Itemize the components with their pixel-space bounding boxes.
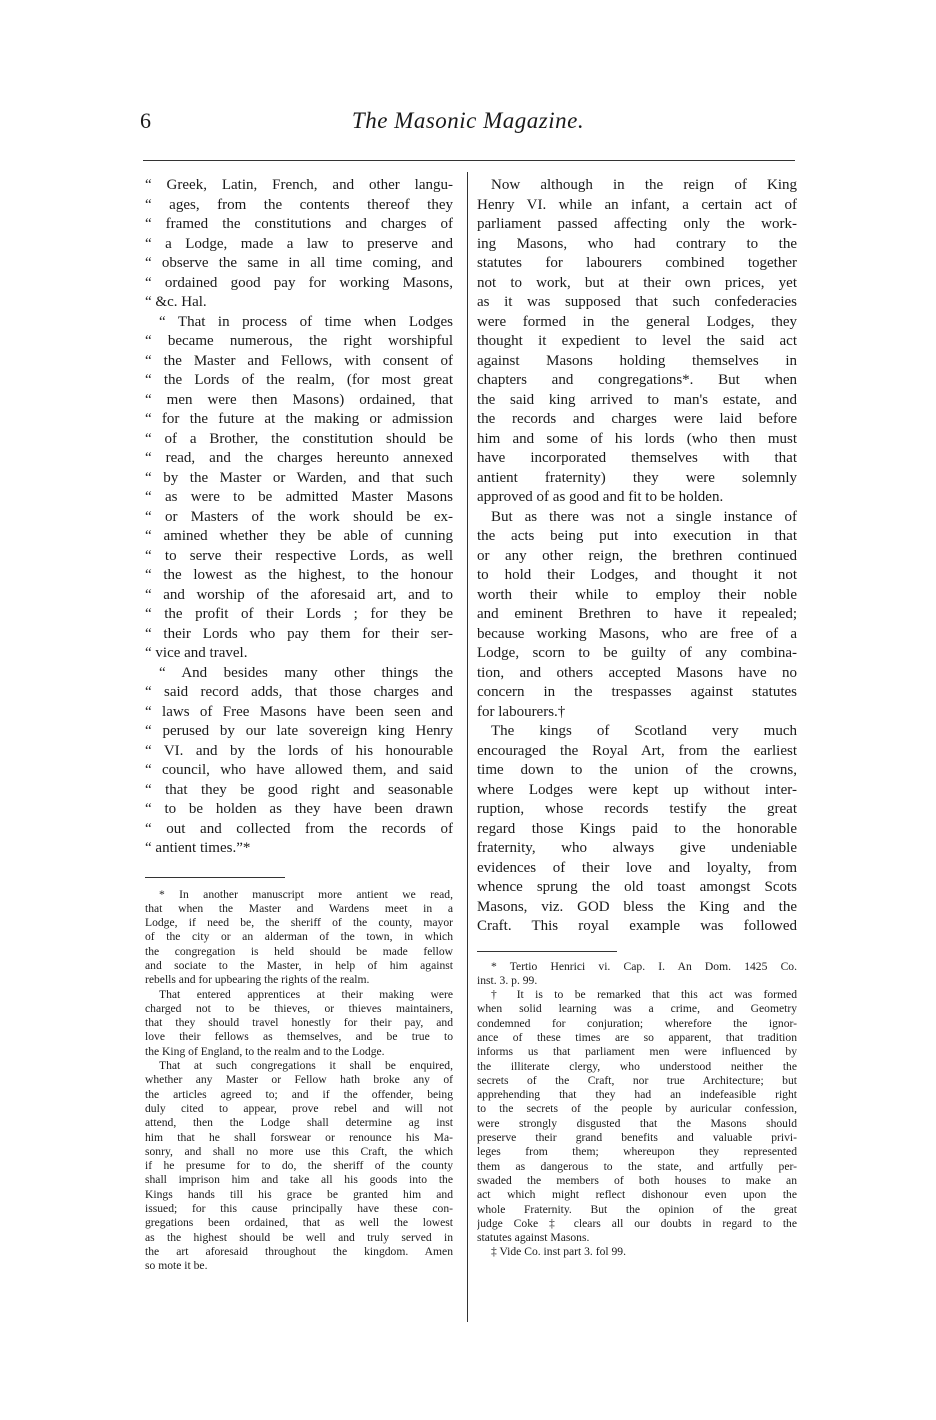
- text-line: “ And besides many other things the: [159, 664, 453, 681]
- footnote-line: leges from them; whereupon they represented: [477, 1145, 797, 1159]
- footnote-line: were strongly disgusted that the Masons should: [477, 1116, 797, 1130]
- page-number: 6: [140, 108, 151, 133]
- text-line: “ men were then Masons) ordained, that: [145, 391, 453, 408]
- text-line: or any other reign, the brethren continued: [477, 547, 797, 564]
- left-column-body: [145, 176, 453, 859]
- footnote-line: secrets of the Craft, nor true Architecture; but: [477, 1073, 797, 1087]
- text-line: him and some of his lords (who then must: [477, 430, 797, 447]
- footnote-line: duly cited to appear, prove rebel and will not: [145, 1101, 453, 1115]
- footnote-line: to the secrets of the people by auricular confession,: [477, 1102, 797, 1116]
- footnote-line: † It is to be remarked that this act was formed: [491, 988, 797, 1002]
- footnote-line: so mote it be.: [145, 1259, 208, 1273]
- text-line: fraternity, who always give undeniable: [477, 840, 797, 856]
- footnote-line: That entered apprentices at their making were: [159, 987, 453, 1001]
- text-line: to hold their Lodges, and thought it not: [477, 567, 797, 583]
- footnote-line: preserve their grand benefits and valuable privi-: [477, 1131, 797, 1145]
- text-line: “ a Lodge, made a law to preserve and: [145, 235, 453, 252]
- text-line: “ vice and travel.: [145, 645, 248, 661]
- text-line: for labourers.†: [477, 703, 566, 720]
- footnote-line: and sociate to the Master, in help of him against: [145, 958, 453, 972]
- right-footnotes: [477, 960, 797, 1260]
- footnote-line: ance of these times are so apparent, that tradition: [477, 1030, 797, 1044]
- text-line: “ Greek, Latin, French, and other langu-: [145, 177, 453, 193]
- text-line: approved of as good and fit to be holden.: [477, 489, 724, 505]
- left-footnotes: [145, 888, 453, 1274]
- text-line: as it was supposed that such confederacies: [477, 294, 797, 310]
- footnote-line: if he presume for to do, the sheriff of the county: [145, 1159, 453, 1173]
- footnote-line: Kings hands till his grace be granted him and: [145, 1187, 453, 1201]
- text-line: But as there was not a single instance of: [491, 508, 797, 525]
- text-line: “ council, who have allowed them, and said: [145, 762, 453, 778]
- page-header: [0, 108, 936, 148]
- text-line: “ ages, from the contents thereof they: [145, 196, 453, 213]
- text-line: “ ordained good pay for working Masons,: [145, 274, 453, 291]
- footnote-line: act which might reflect dishonour even upon the: [477, 1188, 797, 1202]
- magazine-title: The Masonic Magazine.: [351, 108, 585, 133]
- text-line: the said king arrived to man's estate, and: [477, 391, 797, 408]
- text-line: Lodge, scorn to be guilty of any combina-: [477, 645, 797, 661]
- footnote-rule: [477, 951, 617, 952]
- right-column: [477, 176, 797, 1260]
- footnote-line: gregations been ordained, that as well the lowest: [145, 1216, 453, 1230]
- header-rule: [143, 160, 795, 161]
- right-column-body: [477, 176, 797, 937]
- text-line: “ their Lords who pay them for their ser-: [145, 625, 453, 642]
- text-line: parliament passed affecting only the work-: [477, 216, 797, 232]
- text-line: tion, and others accepted Masons have no: [477, 664, 797, 681]
- footnote-line: sonry, and shall no more use this Craft, the which: [145, 1144, 453, 1158]
- text-line: chapters and congregations*. But when: [477, 372, 797, 388]
- text-line: “ to be holden as they have been drawn: [145, 801, 453, 817]
- footnote-line: * Tertio Henrici vi. Cap. I. An Dom. 1425 Co.: [491, 959, 797, 973]
- text-line: whence sprung the old toast amongst Scots: [477, 879, 797, 895]
- text-line: “ That in process of time when Lodges: [159, 313, 453, 330]
- footnote-line: that they should travel honestly for their pay, and: [145, 1016, 453, 1030]
- footnote-line: statutes against Masons.: [477, 1231, 590, 1245]
- column-divider: [467, 172, 468, 1322]
- text-line: were formed in the general Lodges, they: [477, 313, 797, 330]
- text-line: antient fraternity) they were solemnly: [477, 469, 797, 486]
- footnote-line: whether any Master or Fellow hath broke any of: [145, 1073, 453, 1087]
- text-line: “ antient times.”*: [145, 840, 251, 856]
- text-line: “ laws of Free Masons have been seen and: [145, 703, 453, 720]
- text-line: Henry VI. while an infant, a certain act of: [477, 196, 797, 213]
- footnote-line: ‡ Vide Co. inst part 3. fol 99.: [491, 1245, 626, 1259]
- text-line: Now although in the reign of King: [491, 177, 797, 193]
- text-line: “ to serve their respective Lords, as well: [145, 547, 453, 564]
- text-line: “ out and collected from the records of: [145, 820, 453, 837]
- text-line: “ of a Brother, the constitution should be: [145, 430, 453, 447]
- text-line: “ framed the constitutions and charges of: [145, 216, 453, 232]
- footnote-line: Lodge, if need be, the sheriff of the county, mayor: [145, 916, 453, 930]
- footnote-line: as the highest should be well and truly served in: [145, 1230, 453, 1244]
- text-line: “ the Master and Fellows, with consent of: [145, 352, 453, 369]
- text-line: Craft. This royal example was followed: [477, 918, 797, 934]
- text-line: encouraged the Royal Art, from the earliest: [477, 742, 797, 759]
- text-line: ruption, whose records testify the great: [477, 801, 797, 817]
- footnote-line: the congregation is held should be made fellow: [145, 944, 453, 958]
- text-line: “ the lowest as the highest, to the honour: [145, 567, 453, 583]
- text-line: “ said record adds, that those charges and: [145, 684, 453, 700]
- left-column: [145, 176, 453, 1274]
- text-line: regard those Kings paid to the honorable: [477, 820, 797, 837]
- footnote-line: love their fellows as themselves, and be true to: [145, 1030, 453, 1044]
- text-line: “ amined whether they be able of cunning: [145, 528, 453, 544]
- text-line: “ by the Master or Warden, and that such: [145, 469, 453, 486]
- text-line: “ as were to be admitted Master Masons: [145, 489, 453, 505]
- text-line: “ and worship of the aforesaid art, and to: [145, 586, 453, 603]
- footnote-line: whole Fraternity. But the opinion of the great: [477, 1202, 797, 1216]
- footnote-line: of the city or an alderman of the town, in which: [145, 930, 453, 944]
- footnote-rule: [145, 877, 285, 878]
- footnote-line: the illiterate clergy, who understood neither the: [477, 1059, 797, 1073]
- footnote-line: the articles agreed to; and if the offender, being: [145, 1087, 453, 1101]
- text-line: statutes for labourers combined together: [477, 255, 797, 271]
- footnote-line: swaded the members of both houses to make an: [477, 1173, 797, 1187]
- footnote-line: issued; for this cause principally have these con-: [145, 1202, 453, 1216]
- text-line: “ that they be good right and seasonable: [145, 781, 453, 798]
- footnote-line: them as dangerous to the state, and artfully per-: [477, 1159, 797, 1173]
- text-line: “ for the future at the making or admission: [145, 411, 453, 427]
- text-line: “ &c. Hal.: [145, 294, 207, 310]
- text-line: the acts being put into execution in that: [477, 528, 797, 544]
- footnote-line: him that he shall forswear or renounce his Ma-: [145, 1130, 453, 1144]
- text-line: thought it expedient to level the said act: [477, 333, 797, 349]
- footnote-line: when solid learning was a crime, and Geometry: [477, 1002, 797, 1016]
- text-line: and eminent Brethren to have it repealed;: [477, 606, 797, 622]
- text-line: concern in the trespasses against statutes: [477, 684, 797, 700]
- footnote-line: judge Coke ‡ clears all our doubts in regard to the: [477, 1216, 797, 1230]
- footnote-line: that when the Master and Wardens meet in a: [145, 901, 453, 915]
- text-line: because working Masons, who are free of a: [477, 625, 797, 642]
- text-line: evidences of their love and loyalty, from: [477, 859, 797, 876]
- footnote-line: shall imprison him and take all his goods into the: [145, 1173, 453, 1187]
- text-line: “ became numerous, the right worshipful: [145, 333, 453, 349]
- text-line: not to work, but at their own prices, yet: [477, 274, 797, 291]
- text-line: the records and charges were laid before: [477, 411, 797, 427]
- footnote-line: inst. 3. p. 99.: [477, 973, 538, 987]
- text-line: “ read, and the charges hereunto annexed: [145, 450, 453, 466]
- footnote-line: * In another manuscript more antient we read,: [159, 887, 453, 901]
- footnote-line: apprehending that they had an indefeasible right: [477, 1088, 797, 1102]
- text-line: “ the profit of their Lords ; for they be: [145, 606, 453, 622]
- text-line: Masons, viz. GOD bless the King and the: [477, 898, 797, 915]
- footnote-line: charged not to be thieves, or thieves maintainers,: [145, 1001, 453, 1015]
- text-line: against Masons holding themselves in: [477, 352, 797, 369]
- footnote-line: That at such congregations it shall be enquired,: [159, 1059, 453, 1073]
- footnote-line: the King of England, to the realm and to the Lodge.: [145, 1044, 385, 1058]
- footnote-line: informs us that parliament men were influenced by: [477, 1045, 797, 1059]
- footnote-line: the art aforesaid throughout the kingdom. Amen: [145, 1244, 453, 1258]
- footnote-line: rebells and for upbearing the rights of the realm.: [145, 973, 370, 987]
- text-line: The kings of Scotland very much: [491, 723, 797, 739]
- text-line: ing Masons, who had contrary to the: [477, 235, 797, 252]
- text-line: have incorporated themselves with that: [477, 450, 797, 466]
- text-line: where Lodges were kept up without inter-: [477, 781, 797, 798]
- text-line: “ VI. and by the lords of his honourable: [145, 742, 453, 759]
- text-line: worth their while to employ their noble: [477, 586, 797, 603]
- text-line: time down to the union of the crowns,: [477, 762, 797, 778]
- footnote-line: attend, then the Lodge shall determine ag inst: [145, 1116, 453, 1130]
- text-line: “ the Lords of the realm, (for most great: [145, 372, 453, 388]
- footnote-line: condemned for conjuration; wherefore the ignor-: [477, 1016, 797, 1030]
- text-line: “ perused by our late sovereign king Henry: [145, 723, 453, 739]
- text-line: “ or Masters of the work should be ex-: [145, 508, 453, 525]
- text-line: “ observe the same in all time coming, and: [145, 255, 453, 271]
